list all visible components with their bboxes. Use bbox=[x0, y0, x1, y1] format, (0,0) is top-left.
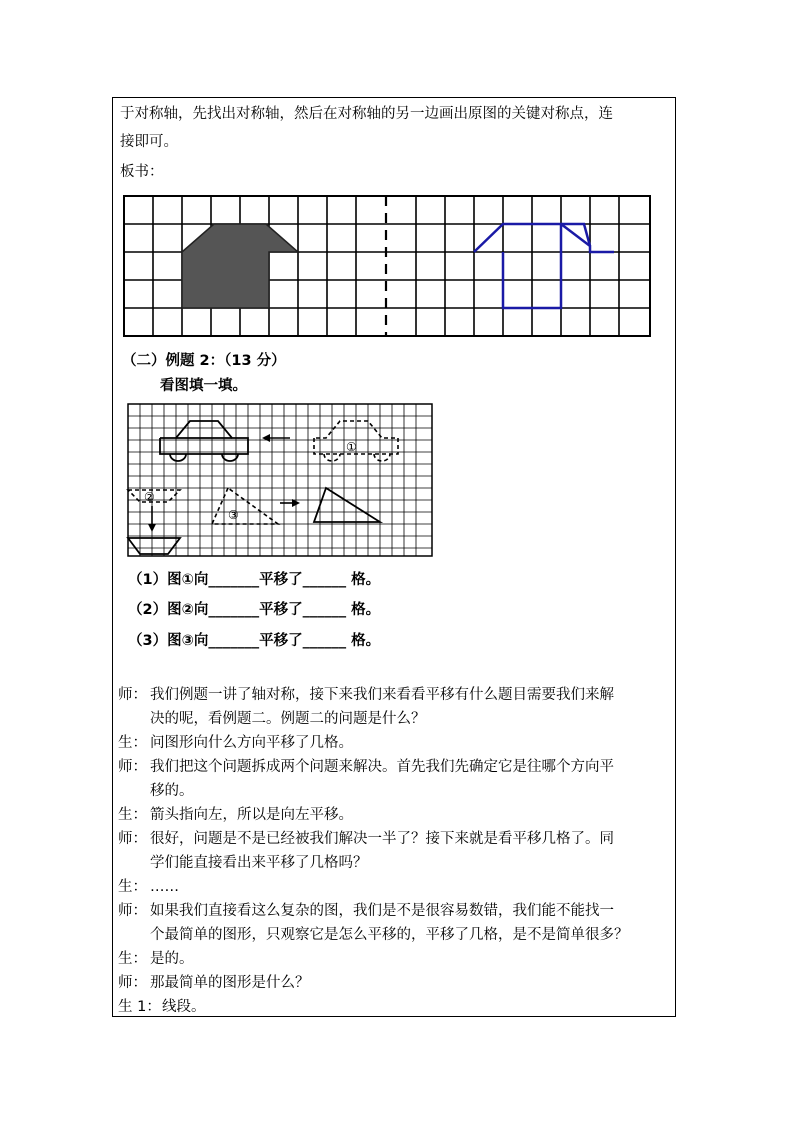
dialogue-speaker-5: 师： bbox=[118, 831, 147, 847]
dialogue-text-10: 线段。 bbox=[162, 999, 206, 1015]
dialogue-text-1b: 决的呢，看例题二。例题二的问题是什么？ bbox=[150, 711, 426, 727]
dialogue-text-6: …… bbox=[150, 879, 179, 895]
intro-line-1: 于对称轴，先找出对称轴，然后在对称轴的另一边画出原图的关键对称点，连 bbox=[120, 106, 613, 122]
dialogue-text-8: 是的。 bbox=[150, 951, 194, 967]
dialogue-speaker-7: 师： bbox=[118, 903, 147, 919]
dialogue-text-4: 箭头指向左，所以是向左平移。 bbox=[150, 807, 353, 823]
dialogue-text-5b: 学们能直接看出来平移了几格吗？ bbox=[150, 855, 368, 871]
label-circle-1: ① bbox=[346, 440, 357, 454]
question-1: （1）图①向_______平移了______ 格。 bbox=[128, 572, 381, 588]
dialogue-speaker-1: 师： bbox=[118, 687, 147, 703]
question-3: （3）图③向_______平移了______ 格。 bbox=[128, 633, 381, 649]
dialogue-text-9: 那最简单的图形是什么？ bbox=[150, 975, 310, 991]
dialogue-speaker-4: 生： bbox=[118, 807, 147, 823]
label-circle-3: ③ bbox=[228, 508, 239, 522]
translation-grid-figure bbox=[128, 404, 432, 556]
dialogue-speaker-2: 生： bbox=[118, 735, 147, 751]
dialogue-text-3a: 我们把这个问题拆成两个问题来解决。首先我们先确定它是往哪个方向平 bbox=[150, 759, 614, 775]
board-label: 板书： bbox=[120, 164, 164, 180]
dialogue-text-7b: 个最简单的图形，只观察它是怎么平移的，平移了几格，是不是简单很多？ bbox=[150, 927, 629, 943]
dialogue-text-1a: 我们例题一讲了轴对称，接下来我们来看看平移有什么题目需要我们来解 bbox=[150, 687, 614, 703]
example2-instruction: 看图填一填。 bbox=[160, 378, 247, 394]
dialogue-speaker-10: 生 1： bbox=[118, 999, 161, 1015]
dialogue-text-5a: 很好，问题是不是已经被我们解决一半了？接下来就是看平移几格了。同 bbox=[150, 831, 614, 847]
example2-heading: （二）例题 2：（13 分） bbox=[122, 353, 286, 369]
label-circle-2: ② bbox=[144, 490, 155, 504]
dialogue-speaker-9: 师： bbox=[118, 975, 147, 991]
dialogue-text-2: 问图形向什么方向平移了几格。 bbox=[150, 735, 353, 751]
dialogue-speaker-3: 师： bbox=[118, 759, 147, 775]
question-2: （2）图②向_______平移了______ 格。 bbox=[128, 602, 381, 618]
intro-line-2: 接即可。 bbox=[120, 134, 178, 150]
dialogue-speaker-6: 生： bbox=[118, 879, 147, 895]
dialogue-text-7a: 如果我们直接看这么复杂的图，我们是不是很容易数错，我们能不能找一 bbox=[150, 903, 614, 919]
symmetry-grid-figure bbox=[124, 196, 650, 336]
dialogue-speaker-8: 生： bbox=[118, 951, 147, 967]
dialogue-text-3b: 移的。 bbox=[150, 783, 194, 799]
